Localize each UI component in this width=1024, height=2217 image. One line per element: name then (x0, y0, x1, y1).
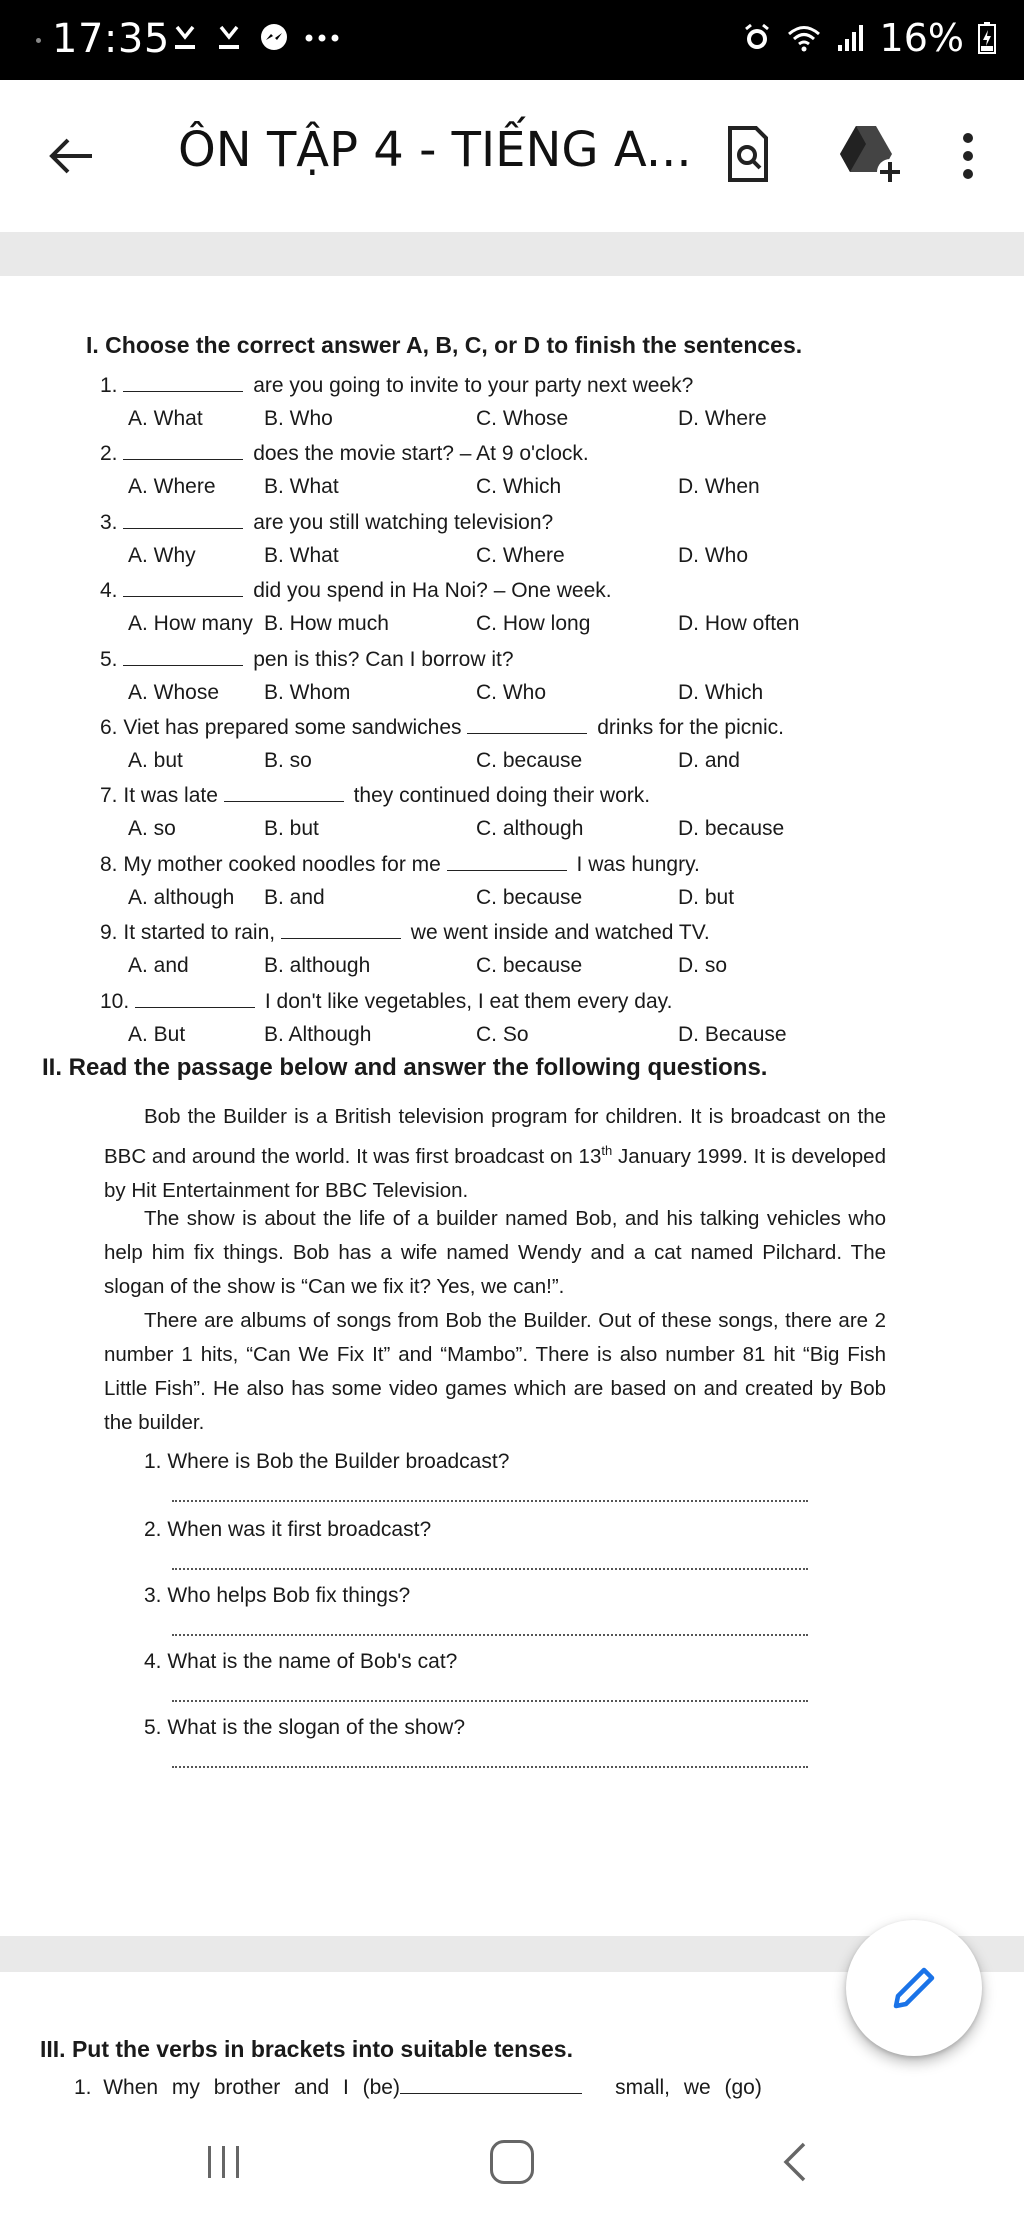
home-button[interactable] (490, 2140, 534, 2184)
back-button[interactable] (40, 124, 104, 188)
passage-paragraph-1: Bob the Builder is a British television program for children. It is broadcast on the BBC and around the world. It was first broadcast on 13th January 1999. It is developed by Hit Entertainment for BBC Television. (104, 1105, 886, 1202)
question-text: When my brother and I (be) (103, 2076, 400, 2099)
answer-option: D. When (678, 475, 760, 499)
answer-option: B. and (264, 885, 325, 909)
answer-blank (400, 2093, 582, 2094)
more-dots-icon (304, 33, 340, 43)
question-text-before: It started to rain, (123, 921, 276, 945)
answer-blank (467, 733, 587, 734)
question-number: 8. (100, 852, 118, 876)
add-to-drive-button[interactable] (834, 120, 906, 188)
battery-charging-icon (978, 22, 996, 54)
answer-line (172, 1766, 808, 1768)
answer-option: A. Where (128, 475, 216, 499)
more-vert-icon (944, 124, 992, 188)
download-done-icon (170, 23, 200, 53)
mcq-question (100, 511, 553, 535)
answer-line (172, 1500, 808, 1502)
reading-question: 3. Who helps Bob fix things? (144, 1584, 411, 1607)
mcq-question (100, 990, 672, 1014)
download-done-icon (214, 23, 244, 53)
question-text-after: are you still watching television? (253, 510, 554, 534)
reading-question: 2. When was it first broadcast? (144, 1518, 432, 1541)
answer-option: D. but (678, 885, 735, 909)
nav-back-icon (776, 2140, 816, 2184)
passage-paragraph-2: The show is about the life of a builder named Bob, and his talking vehicles who help him fix things. Bob has a wife named Wendy and a cat named Pilchard. The slogan of the show is “Can we fix it? Yes, we can!”. (104, 1207, 886, 1298)
question-text-after: I was hungry. (576, 852, 700, 876)
answer-option: B. Whom (264, 680, 351, 704)
question-number: 4. (100, 579, 118, 603)
answer-option: A. How many (128, 612, 253, 636)
answer-option: A. but (128, 749, 183, 772)
answer-option: B. Although (264, 1022, 372, 1046)
answer-option: C. Where (476, 543, 565, 567)
answer-option: D. and (678, 749, 740, 772)
section-3-heading: III. Put the verbs in brackets into suitable tenses. (40, 2036, 573, 2062)
question-text-after: we went inside and watched TV. (410, 921, 710, 945)
answer-option: B. although (264, 954, 371, 978)
status-notification-icons (170, 22, 340, 54)
answer-option: B. How much (264, 612, 389, 636)
app-bar (0, 80, 1024, 232)
answer-option: A. so (128, 817, 176, 841)
mcq-question (100, 853, 700, 877)
answer-option: B. so (264, 749, 312, 772)
section-1-heading: I. Choose the correct answer A, B, C, or D to finish the sentences. (86, 332, 803, 358)
section-3-question-1 (74, 2076, 762, 2100)
question-number: 9. (100, 921, 118, 945)
document-page[interactable] (0, 276, 1024, 1936)
question-text-before: My mother cooked noodles for me (123, 852, 441, 876)
question-number: 5. (100, 647, 118, 671)
answer-option: D. Where (678, 407, 767, 430)
question-number: 1. (74, 2076, 92, 2099)
answer-option: D. Which (678, 680, 764, 704)
question-text-after: they continued doing their work. (353, 784, 651, 808)
edit-pencil-icon (886, 1960, 942, 2016)
mcq-question (100, 579, 612, 603)
question-number: 3. (100, 510, 118, 534)
reading-question: 5. What is the slogan of the show? (144, 1716, 466, 1739)
mcq-question (100, 442, 589, 466)
question-text-before: It was late (123, 784, 218, 808)
system-nav-bar (0, 2100, 1024, 2217)
answer-option: C. because (476, 885, 583, 909)
status-dot (36, 38, 41, 43)
question-number: 2. (100, 442, 118, 466)
arrow-back-icon (40, 124, 104, 188)
answer-option: D. Who (678, 543, 749, 567)
add-to-drive-icon (834, 120, 906, 188)
question-number: 7. (100, 784, 118, 808)
document-title: ÔN TẬP 4 - TIẾNG A... (178, 122, 692, 178)
reading-question: 4. What is the name of Bob's cat? (144, 1650, 458, 1673)
page-separator (0, 232, 1024, 276)
question-number: 1. (100, 374, 118, 397)
mcq-question (100, 716, 784, 740)
nav-back-button[interactable] (776, 2140, 816, 2184)
answer-option: D. Because (678, 1022, 787, 1046)
answer-option: D. How often (678, 612, 800, 636)
mcq-question (100, 374, 693, 398)
answer-blank (123, 528, 243, 529)
reading-question: 1. Where is Bob the Builder broadcast? (144, 1450, 510, 1473)
answer-blank (123, 596, 243, 597)
messenger-icon (258, 22, 290, 54)
question-text-after: I don't like vegetables, I eat them every day. (264, 989, 673, 1013)
answer-blank (281, 938, 401, 939)
answer-option: C. because (476, 749, 583, 772)
answer-option: C. How long (476, 612, 591, 636)
recent-apps-button[interactable] (204, 2144, 244, 2180)
section-2-heading: II. Read the passage below and answer the following questions. (42, 1054, 768, 1081)
answer-blank (123, 665, 243, 666)
battery-percent: 16% (879, 16, 964, 60)
answer-option: A. Whose (128, 680, 220, 704)
answer-option: C. Who (476, 680, 547, 704)
question-text-after: did you spend in Ha Noi? – One week. (253, 579, 612, 603)
answer-blank (224, 801, 344, 802)
answer-blank (447, 870, 567, 871)
question-text: small, we (go) (615, 2076, 762, 2099)
answer-line (172, 1634, 808, 1636)
question-number: 10. (100, 989, 130, 1013)
signal-icon (836, 23, 866, 53)
status-system-icons (742, 16, 996, 60)
question-number: 6. (100, 716, 118, 739)
mcq-question (100, 784, 650, 808)
answer-option: B. Who (264, 407, 333, 430)
answer-option: A. What (128, 407, 203, 430)
answer-option: A. although (128, 885, 235, 909)
answer-option: C. Whose (476, 407, 569, 430)
answer-blank (123, 459, 243, 460)
answer-option: C. although (476, 817, 584, 841)
answer-option: D. because (678, 817, 785, 841)
status-bar (0, 0, 1024, 80)
answer-option: B. What (264, 475, 339, 499)
question-text-before: Viet has prepared some sandwiches (123, 716, 462, 739)
answer-option: A. But (128, 1022, 186, 1046)
answer-option: A. and (128, 954, 189, 978)
mcq-question (100, 648, 514, 672)
question-text-after: drinks for the picnic. (597, 716, 784, 739)
answer-option: C. Which (476, 475, 562, 499)
mcq-question (100, 921, 710, 945)
answer-option: D. so (678, 954, 728, 978)
answer-option: C. So (476, 1022, 529, 1046)
find-in-page-icon (716, 122, 780, 186)
answer-blank (135, 1007, 255, 1008)
answer-line (172, 1700, 808, 1702)
answer-option: C. because (476, 954, 583, 978)
edit-fab-button[interactable] (846, 1920, 982, 2056)
more-options-button[interactable] (944, 124, 992, 188)
question-text-after: are you going to invite to your party next week? (253, 374, 694, 397)
find-in-document-button[interactable] (716, 122, 780, 186)
answer-blank (123, 391, 243, 392)
passage-paragraph-3: There are albums of songs from Bob the Builder. Out of these songs, there are 2 number 1 hits, “Can We Fix It” and “Mambo”. There is also number 81 hit “Big Fish Little Fish”. He also has some video games which are based on and created by Bob the builder. (104, 1309, 886, 1434)
answer-line (172, 1568, 808, 1570)
question-text-after: does the movie start? – At 9 o'clock. (253, 442, 589, 466)
status-time: 17:35 (52, 16, 170, 62)
answer-option: B. but (264, 817, 319, 841)
answer-option: B. What (264, 543, 339, 567)
alarm-icon (742, 23, 772, 53)
wifi-icon (786, 23, 822, 53)
answer-option: A. Why (128, 543, 196, 567)
question-text-after: pen is this? Can I borrow it? (253, 647, 514, 671)
recent-apps-icon (204, 2144, 244, 2180)
